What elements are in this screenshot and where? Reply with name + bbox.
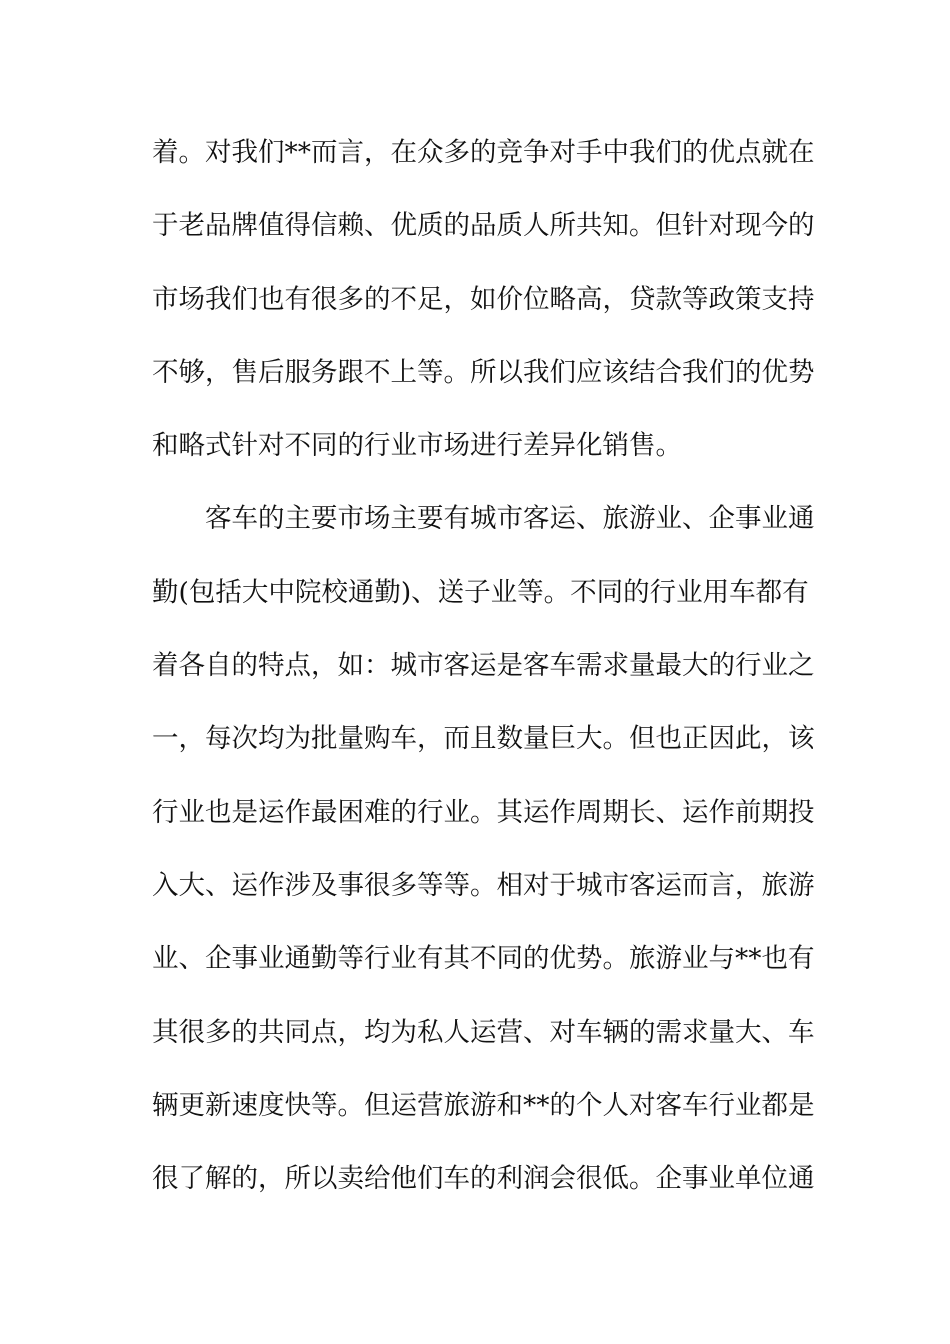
text-line: 着各自的特点，如：城市客运是客车需求量最大的行业之 <box>152 650 815 682</box>
text-line: 辆更新速度快等。但运营旅游和**的个人对客车行业都是 <box>152 1089 815 1121</box>
text-line: 着。对我们**而言，在众多的竞争对手中我们的优点就在 <box>152 137 815 168</box>
text-line: 勤(包括大中院校通勤)、送子业等。不同的行业用车都有 <box>152 576 809 608</box>
text-line: 一，每次均为批量购车，而且数量巨大。但也正因此，该 <box>152 723 815 755</box>
text-line: 于老品牌值得信赖、优质的品质人所共知。但针对现今的 <box>152 210 815 242</box>
text-line: 业、企事业通勤等行业有其不同的优势。旅游业与**也有 <box>152 943 815 975</box>
text-line: 行业也是运作最困难的行业。其运作周期长、运作前期投 <box>152 796 815 828</box>
text-line: 和略式针对不同的行业市场进行差异化销售。 <box>152 430 682 462</box>
text-line: 入大、运作涉及事很多等等。相对于城市客运而言，旅游 <box>152 869 815 901</box>
text-line: 不够，售后服务跟不上等。所以我们应该结合我们的优势 <box>152 356 815 388</box>
body-text <box>152 128 815 1227</box>
text-line: 很了解的，所以卖给他们车的利润会很低。企事业单位通 <box>152 1163 815 1195</box>
text-line: 市场我们也有很多的不足，如价位略高，贷款等政策支持 <box>152 283 815 315</box>
text-line: 其很多的共同点，均为私人运营、对车辆的需求量大、车 <box>152 1016 815 1048</box>
paragraph-first-line: 客车的主要市场主要有城市客运、旅游业、企事业通 <box>205 503 815 535</box>
